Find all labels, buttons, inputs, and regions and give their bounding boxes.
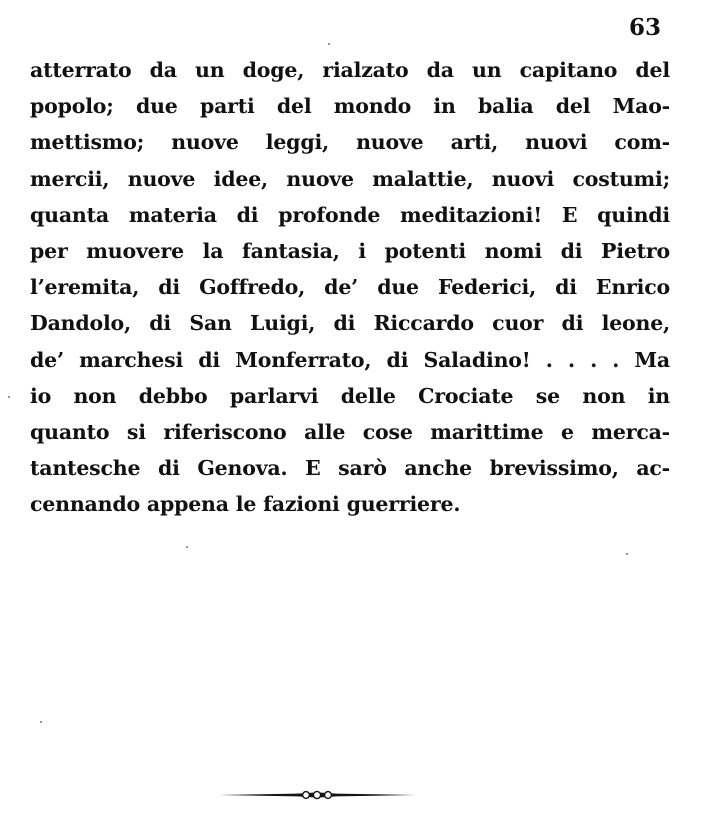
- text-line: Dandolo, di San Luigi, di Riccardo cuor di leone,: [30, 311, 670, 336]
- text-line: io non debbo parlarvi delle Crociate se non in: [30, 383, 670, 408]
- text-line: quanto si riferiscono alle cose marittime e merca-: [30, 419, 670, 444]
- text-line: mettismo; nuove leggi, nuove arti, nuovi com-: [30, 130, 670, 155]
- body-text: [30, 52, 670, 522]
- text-line: cennando appena le fazioni guerriere.: [30, 492, 461, 517]
- print-speck: [8, 396, 10, 398]
- text-line: tantesche di Genova. E sarò anche brevissimo, ac-: [30, 456, 670, 481]
- text-line: per muovere la fantasia, i potenti nomi di Pietro: [30, 238, 670, 263]
- print-speck: [40, 721, 42, 723]
- text-line: de’ marchesi di Monferrato, di Saladino! . . . . Ma: [30, 347, 670, 372]
- ornamental-rule: [217, 788, 417, 802]
- print-speck: [328, 43, 330, 45]
- page-number: 63: [629, 14, 662, 41]
- text-line: l’eremita, di Goffredo, de’ due Federici, di Enrico: [30, 275, 670, 300]
- print-speck: [626, 553, 628, 555]
- text-line: atterrato da un doge, rialzato da un capitano del: [30, 58, 670, 82]
- print-speck: [186, 546, 188, 548]
- text-line: mercii, nuove idee, nuove malattie, nuovi costumi;: [30, 166, 670, 191]
- text-line: quanta materia di profonde meditazioni! E quindi: [30, 202, 670, 227]
- text-line: popolo; due parti del mondo in balia del Mao-: [30, 94, 670, 119]
